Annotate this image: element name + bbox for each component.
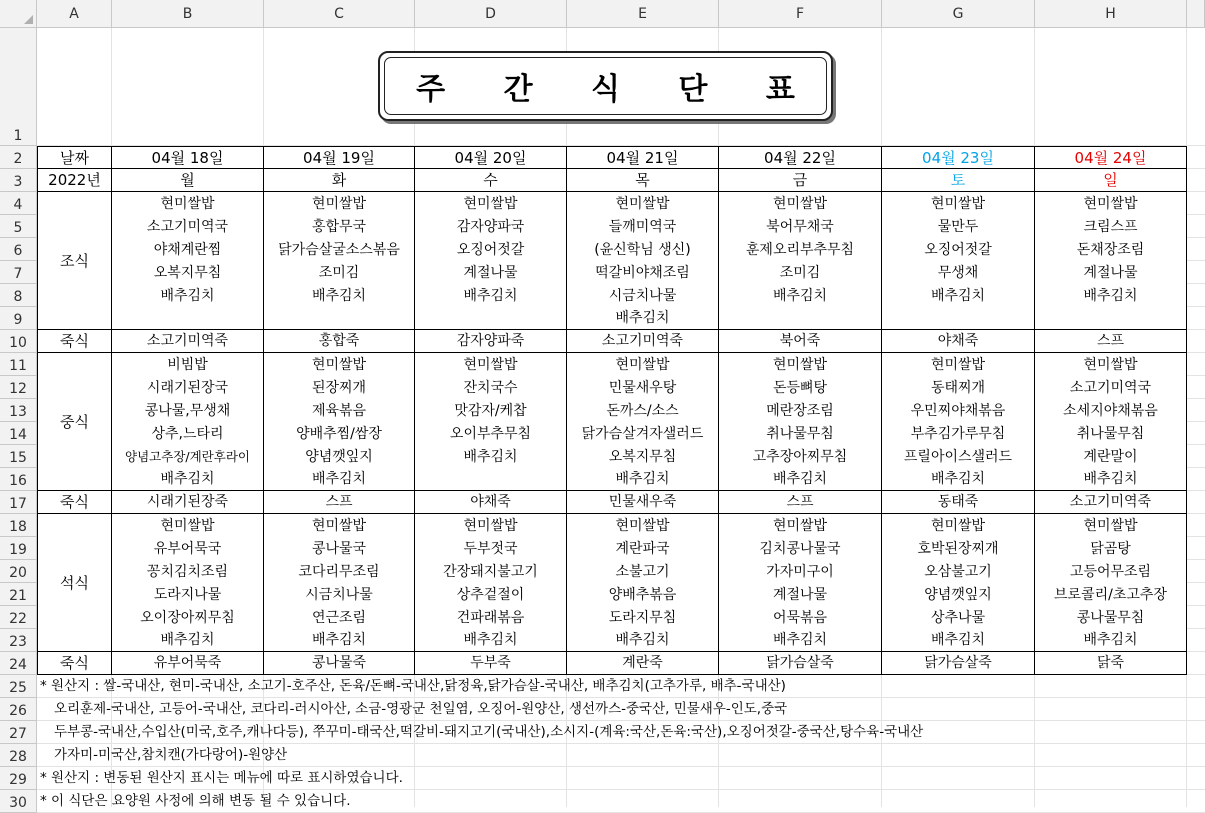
breakfast-item-cell[interactable]: 크림스프 bbox=[1035, 215, 1187, 238]
lunch-item-cell[interactable]: 메란장조림 bbox=[719, 399, 882, 422]
origin-note[interactable]: 가자미-미국산,참치캔(가다랑어)-원양산 bbox=[54, 747, 288, 763]
row-header-16[interactable]: 16 bbox=[0, 468, 37, 491]
row-header-26[interactable]: 26 bbox=[0, 698, 37, 721]
dinner-item-cell[interactable]: 어묵볶음 bbox=[719, 606, 882, 629]
breakfast-item-cell[interactable]: 오복지무침 bbox=[112, 261, 264, 284]
day-cell[interactable]: 수 bbox=[415, 169, 567, 192]
dinner-item-cell[interactable]: 현미쌀밥 bbox=[415, 514, 567, 537]
dinner-item-cell[interactable]: 브로콜리/초고추장 bbox=[1035, 583, 1187, 606]
breakfast-item-cell[interactable]: 배추김치 bbox=[264, 284, 415, 307]
breakfast-item-cell[interactable]: 현미쌀밥 bbox=[567, 192, 719, 215]
row-header-3[interactable]: 3 bbox=[0, 169, 37, 192]
breakfast-item-cell[interactable]: 현미쌀밥 bbox=[882, 192, 1035, 215]
row-header-27[interactable]: 27 bbox=[0, 721, 37, 744]
date-cell[interactable]: 04월 23일 bbox=[882, 146, 1035, 169]
dinner-item-cell[interactable]: 김치콩나물국 bbox=[719, 537, 882, 560]
lunch-item-cell[interactable]: 계란말이 bbox=[1035, 445, 1187, 468]
breakfast-item-cell[interactable]: 훈제오리부추무침 bbox=[719, 238, 882, 261]
breakfast-label-cell[interactable]: 조식 bbox=[37, 192, 112, 330]
row-header-22[interactable]: 22 bbox=[0, 606, 37, 629]
dinner-label-cell[interactable]: 석식 bbox=[37, 514, 112, 652]
lunch-item-cell[interactable]: 시래기된장국 bbox=[112, 376, 264, 399]
dinner-item-cell[interactable]: 양념깻잎지 bbox=[882, 583, 1035, 606]
row-header-9[interactable]: 9 bbox=[0, 307, 37, 330]
dinner-item-cell[interactable]: 현미쌀밥 bbox=[719, 514, 882, 537]
row-header-14[interactable]: 14 bbox=[0, 422, 37, 445]
lunch-item-cell[interactable]: 된장찌개 bbox=[264, 376, 415, 399]
breakfast-item-cell[interactable]: 조미김 bbox=[719, 261, 882, 284]
dinner-item-cell[interactable]: 유부어묵국 bbox=[112, 537, 264, 560]
lunch-item-cell[interactable]: 고추장아찌무침 bbox=[719, 445, 882, 468]
lunch-item-cell[interactable]: 비빔밥 bbox=[112, 353, 264, 376]
date-label-cell[interactable]: 날짜 bbox=[37, 146, 112, 169]
breakfast-porridge-item-cell[interactable]: 야채죽 bbox=[882, 330, 1035, 353]
breakfast-porridge-item-cell[interactable]: 홍합죽 bbox=[264, 330, 415, 353]
dinner-item-cell[interactable]: 계란파국 bbox=[567, 537, 719, 560]
lunch-item-cell[interactable]: 취나물무침 bbox=[719, 422, 882, 445]
column-header-C[interactable]: C bbox=[264, 0, 415, 28]
dinner-item-cell[interactable]: 시금치나물 bbox=[264, 583, 415, 606]
row-header-24[interactable]: 24 bbox=[0, 652, 37, 675]
breakfast-item-cell[interactable]: 배추김치 bbox=[719, 284, 882, 307]
lunch-item-cell[interactable]: 소고기미역국 bbox=[1035, 376, 1187, 399]
dinner-item-cell[interactable]: 콩나물무침 bbox=[1035, 606, 1187, 629]
row-header-1[interactable]: 1 bbox=[0, 28, 37, 146]
lunch-item-cell[interactable]: 부추김가루무침 bbox=[882, 422, 1035, 445]
dinner-item-cell[interactable]: 배추김치 bbox=[112, 629, 264, 652]
column-header-F[interactable]: F bbox=[719, 0, 882, 28]
dinner-item-cell[interactable]: 호박된장찌개 bbox=[882, 537, 1035, 560]
row-header-19[interactable]: 19 bbox=[0, 537, 37, 560]
breakfast-item-cell[interactable]: 계절나물 bbox=[415, 261, 567, 284]
row-header-4[interactable]: 4 bbox=[0, 192, 37, 215]
breakfast-item-cell[interactable]: 시금치나물 bbox=[567, 284, 719, 307]
row-header-11[interactable]: 11 bbox=[0, 353, 37, 376]
row-header-30[interactable]: 30 bbox=[0, 790, 37, 813]
lunch-porridge-item-cell[interactable]: 야채죽 bbox=[415, 491, 567, 514]
day-cell[interactable]: 목 bbox=[567, 169, 719, 192]
dinner-item-cell[interactable]: 현미쌀밥 bbox=[1035, 514, 1187, 537]
column-header-A[interactable]: A bbox=[37, 0, 112, 28]
breakfast-item-cell[interactable]: 현미쌀밥 bbox=[264, 192, 415, 215]
column-header-H[interactable]: H bbox=[1035, 0, 1187, 28]
dinner-porridge-item-cell[interactable]: 닭가슴살죽 bbox=[882, 652, 1035, 675]
lunch-item-cell[interactable]: 배추김치 bbox=[567, 468, 719, 491]
lunch-item-cell[interactable]: 동태찌개 bbox=[882, 376, 1035, 399]
breakfast-item-cell[interactable]: 배추김치 bbox=[567, 307, 719, 330]
lunch-porridge-item-cell[interactable]: 민물새우죽 bbox=[567, 491, 719, 514]
lunch-item-cell[interactable]: 취나물무침 bbox=[1035, 422, 1187, 445]
dinner-item-cell[interactable]: 배추김치 bbox=[719, 629, 882, 652]
row-header-8[interactable]: 8 bbox=[0, 284, 37, 307]
breakfast-item-cell[interactable]: 물만두 bbox=[882, 215, 1035, 238]
dinner-item-cell[interactable]: 고등어무조림 bbox=[1035, 560, 1187, 583]
dinner-item-cell[interactable]: 상추겉절이 bbox=[415, 583, 567, 606]
column-header-stub[interactable] bbox=[1187, 0, 1205, 28]
row-header-13[interactable]: 13 bbox=[0, 399, 37, 422]
breakfast-item-cell[interactable]: 북어무채국 bbox=[719, 215, 882, 238]
dinner-item-cell[interactable]: 상추나물 bbox=[882, 606, 1035, 629]
column-header-G[interactable]: G bbox=[882, 0, 1035, 28]
dinner-porridge-item-cell[interactable]: 유부어묵죽 bbox=[112, 652, 264, 675]
lunch-item-cell[interactable]: 프릴아이스샐러드 bbox=[882, 445, 1035, 468]
dinner-item-cell[interactable]: 가자미구이 bbox=[719, 560, 882, 583]
dinner-item-cell[interactable]: 배추김치 bbox=[882, 629, 1035, 652]
dinner-porridge-item-cell[interactable]: 닭가슴살죽 bbox=[719, 652, 882, 675]
dinner-item-cell[interactable]: 간장돼지불고기 bbox=[415, 560, 567, 583]
lunch-item-cell[interactable]: 현미쌀밥 bbox=[415, 353, 567, 376]
breakfast-item-cell[interactable] bbox=[719, 307, 882, 330]
day-cell[interactable]: 금 bbox=[719, 169, 882, 192]
dinner-item-cell[interactable]: 현미쌀밥 bbox=[882, 514, 1035, 537]
lunch-item-cell[interactable]: 돈등뼈탕 bbox=[719, 376, 882, 399]
date-cell[interactable]: 04월 21일 bbox=[567, 146, 719, 169]
dinner-item-cell[interactable]: 코다리무조림 bbox=[264, 560, 415, 583]
lunch-item-cell[interactable]: 배추김치 bbox=[882, 468, 1035, 491]
dinner-item-cell[interactable]: 배추김치 bbox=[415, 629, 567, 652]
lunch-item-cell[interactable]: 배추김치 bbox=[415, 445, 567, 468]
breakfast-item-cell[interactable]: 배추김치 bbox=[882, 284, 1035, 307]
dinner-item-cell[interactable]: 배추김치 bbox=[1035, 629, 1187, 652]
row-header-12[interactable]: 12 bbox=[0, 376, 37, 399]
dinner-item-cell[interactable]: 양배추볶음 bbox=[567, 583, 719, 606]
row-header-7[interactable]: 7 bbox=[0, 261, 37, 284]
breakfast-item-cell[interactable]: 닭가슴살굴소스볶음 bbox=[264, 238, 415, 261]
column-header-D[interactable]: D bbox=[415, 0, 567, 28]
date-cell[interactable]: 04월 19일 bbox=[264, 146, 415, 169]
select-all-corner[interactable] bbox=[0, 0, 37, 28]
breakfast-item-cell[interactable]: 배추김치 bbox=[1035, 284, 1187, 307]
lunch-item-cell[interactable]: 맛감자/케찹 bbox=[415, 399, 567, 422]
year-label-cell[interactable]: 2022년 bbox=[37, 169, 112, 192]
lunch-label-cell[interactable]: 중식 bbox=[37, 353, 112, 491]
row-header-20[interactable]: 20 bbox=[0, 560, 37, 583]
dinner-porridge-item-cell[interactable]: 계란죽 bbox=[567, 652, 719, 675]
title-box[interactable] bbox=[378, 51, 833, 121]
origin-note[interactable]: 오리훈제-국내산, 고등어-국내산, 코다리-러시아산, 소금-영광군 천일염, 오징어-원양산, 생선까스-중국산, 민물새우-인도,중국 bbox=[54, 701, 788, 717]
lunch-item-cell[interactable]: 배추김치 bbox=[719, 468, 882, 491]
breakfast-item-cell[interactable]: 현미쌀밥 bbox=[112, 192, 264, 215]
dinner-item-cell[interactable]: 닭곰탕 bbox=[1035, 537, 1187, 560]
day-cell[interactable]: 일 bbox=[1035, 169, 1187, 192]
breakfast-item-cell[interactable]: 조미김 bbox=[264, 261, 415, 284]
dinner-item-cell[interactable]: 연근조림 bbox=[264, 606, 415, 629]
row-header-29[interactable]: 29 bbox=[0, 767, 37, 790]
lunch-item-cell[interactable]: 오복지무침 bbox=[567, 445, 719, 468]
lunch-item-cell[interactable]: 돈까스/소스 bbox=[567, 399, 719, 422]
lunch-item-cell[interactable]: 현미쌀밥 bbox=[1035, 353, 1187, 376]
date-cell[interactable]: 04월 24일 bbox=[1035, 146, 1187, 169]
breakfast-porridge-item-cell[interactable]: 소고기미역죽 bbox=[112, 330, 264, 353]
lunch-item-cell[interactable]: 잔치국수 bbox=[415, 376, 567, 399]
breakfast-item-cell[interactable]: 야채계란찜 bbox=[112, 238, 264, 261]
lunch-item-cell[interactable]: 배추김치 bbox=[1035, 468, 1187, 491]
dinner-item-cell[interactable]: 도라지나물 bbox=[112, 583, 264, 606]
breakfast-item-cell[interactable]: 소고기미역국 bbox=[112, 215, 264, 238]
breakfast-item-cell[interactable]: 감자양파국 bbox=[415, 215, 567, 238]
lunch-item-cell[interactable]: 우민찌야채볶음 bbox=[882, 399, 1035, 422]
dinner-porridge-item-cell[interactable]: 두부죽 bbox=[415, 652, 567, 675]
row-header-2[interactable]: 2 bbox=[0, 146, 37, 169]
breakfast-item-cell[interactable]: 현미쌀밥 bbox=[1035, 192, 1187, 215]
row-header-28[interactable]: 28 bbox=[0, 744, 37, 767]
day-cell[interactable]: 토 bbox=[882, 169, 1035, 192]
origin-note[interactable]: * 이 식단은 요양원 사정에 의해 변동 될 수 있습니다. bbox=[40, 793, 351, 809]
breakfast-item-cell[interactable] bbox=[1035, 307, 1187, 330]
breakfast-item-cell[interactable]: 현미쌀밥 bbox=[415, 192, 567, 215]
breakfast-item-cell[interactable]: 떡갈비야채조림 bbox=[567, 261, 719, 284]
lunch-item-cell[interactable]: 현미쌀밥 bbox=[719, 353, 882, 376]
row-header-25[interactable]: 25 bbox=[0, 675, 37, 698]
dinner-porridge-item-cell[interactable]: 콩나물죽 bbox=[264, 652, 415, 675]
breakfast-item-cell[interactable]: 배추김치 bbox=[112, 284, 264, 307]
lunch-porridge-item-cell[interactable]: 시래기된장죽 bbox=[112, 491, 264, 514]
lunch-porridge-item-cell[interactable]: 소고기미역죽 bbox=[1035, 491, 1187, 514]
dinner-item-cell[interactable]: 콩나물국 bbox=[264, 537, 415, 560]
dinner-item-cell[interactable]: 현미쌀밥 bbox=[567, 514, 719, 537]
date-cell[interactable]: 04월 20일 bbox=[415, 146, 567, 169]
dinner-item-cell[interactable]: 소불고기 bbox=[567, 560, 719, 583]
day-cell[interactable]: 화 bbox=[264, 169, 415, 192]
breakfast-item-cell[interactable]: 오징어젓갈 bbox=[882, 238, 1035, 261]
breakfast-porridge-item-cell[interactable]: 소고기미역죽 bbox=[567, 330, 719, 353]
breakfast-porridge-item-cell[interactable]: 감자양파죽 bbox=[415, 330, 567, 353]
lunch-item-cell[interactable]: 닭가슴살겨자샐러드 bbox=[567, 422, 719, 445]
lunch-porridge-item-cell[interactable]: 스프 bbox=[719, 491, 882, 514]
dinner-item-cell[interactable]: 현미쌀밥 bbox=[112, 514, 264, 537]
breakfast-porridge-item-cell[interactable]: 북어죽 bbox=[719, 330, 882, 353]
lunch-item-cell[interactable]: 소세지야채볶음 bbox=[1035, 399, 1187, 422]
column-header-E[interactable]: E bbox=[567, 0, 719, 28]
row-header-17[interactable]: 17 bbox=[0, 491, 37, 514]
dinner-item-cell[interactable]: 계절나물 bbox=[719, 583, 882, 606]
origin-note[interactable]: * 원산지 : 변동된 원산지 표시는 메뉴에 따로 표시하였습니다. bbox=[40, 770, 403, 786]
day-cell[interactable]: 월 bbox=[112, 169, 264, 192]
lunch-porridge-item-cell[interactable]: 동태죽 bbox=[882, 491, 1035, 514]
date-cell[interactable]: 04월 22일 bbox=[719, 146, 882, 169]
dinner-porridge-label-cell[interactable]: 죽식 bbox=[37, 652, 112, 675]
dinner-porridge-item-cell[interactable]: 닭죽 bbox=[1035, 652, 1187, 675]
dinner-item-cell[interactable]: 현미쌀밥 bbox=[264, 514, 415, 537]
lunch-item-cell[interactable] bbox=[415, 468, 567, 491]
lunch-porridge-label-cell[interactable]: 죽식 bbox=[37, 491, 112, 514]
breakfast-item-cell[interactable]: 오징어젓갈 bbox=[415, 238, 567, 261]
breakfast-item-cell[interactable] bbox=[415, 307, 567, 330]
breakfast-item-cell[interactable]: 계절나물 bbox=[1035, 261, 1187, 284]
origin-note[interactable]: 두부콩-국내산,수입산(미국,호주,캐나다등), 쭈꾸미-태국산,떡갈비-돼지고기(국내산),소시지-(계육:국산,돈육:국산),오징어젓갈-중국산,탕수육-국내산 bbox=[54, 724, 924, 740]
breakfast-item-cell[interactable] bbox=[882, 307, 1035, 330]
origin-note[interactable]: * 원산지 : 쌀-국내산, 현미-국내산, 소고기-호주산, 돈육/돈뼈-국내산,닭정육,닭가슴살-국내산, 배추김치(고추가루, 배추-국내산) bbox=[40, 678, 786, 694]
dinner-item-cell[interactable]: 건파래볶음 bbox=[415, 606, 567, 629]
date-cell[interactable]: 04월 18일 bbox=[112, 146, 264, 169]
row-header-15[interactable]: 15 bbox=[0, 445, 37, 468]
row-header-6[interactable]: 6 bbox=[0, 238, 37, 261]
row-header-18[interactable]: 18 bbox=[0, 514, 37, 537]
lunch-item-cell[interactable]: 오이부추무침 bbox=[415, 422, 567, 445]
breakfast-porridge-item-cell[interactable]: 스프 bbox=[1035, 330, 1187, 353]
lunch-item-cell[interactable]: 상추,느타리 bbox=[112, 422, 264, 445]
breakfast-item-cell[interactable] bbox=[112, 307, 264, 330]
row-header-10[interactable]: 10 bbox=[0, 330, 37, 353]
dinner-item-cell[interactable]: 꽁치김치조림 bbox=[112, 560, 264, 583]
lunch-item-cell[interactable]: 양배추찜/쌈장 bbox=[264, 422, 415, 445]
row-header-5[interactable]: 5 bbox=[0, 215, 37, 238]
row-header-21[interactable]: 21 bbox=[0, 583, 37, 606]
dinner-item-cell[interactable]: 오삼불고기 bbox=[882, 560, 1035, 583]
breakfast-porridge-label-cell[interactable]: 죽식 bbox=[37, 330, 112, 353]
lunch-item-cell[interactable]: 양념깻잎지 bbox=[264, 445, 415, 468]
dinner-item-cell[interactable]: 오이장아찌무침 bbox=[112, 606, 264, 629]
lunch-item-cell[interactable]: 민물새우탕 bbox=[567, 376, 719, 399]
dinner-item-cell[interactable]: 배추김치 bbox=[567, 629, 719, 652]
page-title: 주 간 식 단 표 bbox=[416, 72, 819, 107]
row-header-23[interactable]: 23 bbox=[0, 629, 37, 652]
column-header-B[interactable]: B bbox=[112, 0, 264, 28]
lunch-item-cell[interactable]: 배추김치 bbox=[264, 468, 415, 491]
breakfast-item-cell[interactable]: 돈채장조림 bbox=[1035, 238, 1187, 261]
lunch-item-cell[interactable]: 콩나물,무생채 bbox=[112, 399, 264, 422]
breakfast-item-cell[interactable]: 들깨미역국 bbox=[567, 215, 719, 238]
breakfast-item-cell[interactable]: 홍합무국 bbox=[264, 215, 415, 238]
breakfast-item-cell[interactable]: (윤신학님 생신) bbox=[567, 238, 719, 261]
lunch-porridge-item-cell[interactable]: 스프 bbox=[264, 491, 415, 514]
dinner-item-cell[interactable]: 배추김치 bbox=[264, 629, 415, 652]
breakfast-item-cell[interactable] bbox=[264, 307, 415, 330]
dinner-item-cell[interactable]: 두부젓국 bbox=[415, 537, 567, 560]
breakfast-item-cell[interactable]: 무생채 bbox=[882, 261, 1035, 284]
lunch-item-cell[interactable]: 현미쌀밥 bbox=[264, 353, 415, 376]
lunch-item-cell[interactable]: 현미쌀밥 bbox=[882, 353, 1035, 376]
breakfast-item-cell[interactable]: 현미쌀밥 bbox=[719, 192, 882, 215]
dinner-item-cell[interactable]: 도라지무침 bbox=[567, 606, 719, 629]
lunch-item-cell[interactable]: 현미쌀밥 bbox=[567, 353, 719, 376]
lunch-item-cell[interactable]: 제육볶음 bbox=[264, 399, 415, 422]
lunch-item-cell[interactable]: 배추김치 bbox=[112, 468, 264, 491]
breakfast-item-cell[interactable]: 배추김치 bbox=[415, 284, 567, 307]
lunch-item-cell[interactable]: 양념고추장/계란후라이 bbox=[112, 445, 264, 468]
